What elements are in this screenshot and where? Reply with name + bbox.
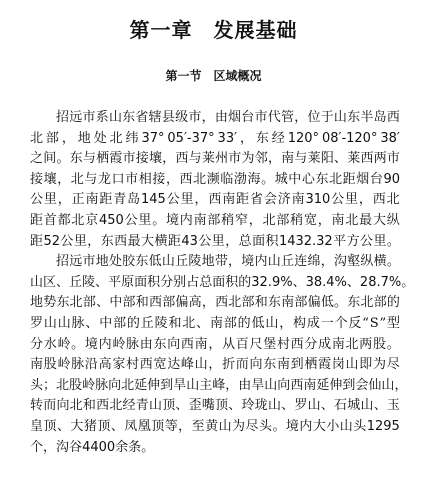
text-line: 之 间 。 东 与 栖 霞 市 接 壤 ， 西 与 莱 州 市 为 邻 ， 南 与 莱 阳 、 莱 西 两 市: [30, 151, 400, 167]
paragraph-location: [30, 108, 400, 252]
text-line: 头 ； 北 股 岭 脉 向 北 延 伸 到 旱 山 主 峰 ， 由 旱 山 向 西 南 延 伸 到 会 仙 山 ，: [30, 377, 408, 393]
paragraph-terrain: [30, 252, 415, 458]
text-line: 山 区 、 丘 陵 、 平 原 面 积 分 别 占 总 面 积 的 32.9% 、 38.4% 、 28.7% 。: [30, 274, 415, 290]
chapter-title: 第一章 发展基础: [129, 18, 298, 42]
text-line: 转 而 向 北 和 西 北 经 青 山 顶 、 歪 嘴 顶 、 玲 珑 山 、 罗 山 、 石 城 山 、 玉: [30, 398, 400, 414]
text-line: 接 壤 ， 北 与 龙 口 市 相 接 ， 西 北 濒 临 渤 海 。 城 中 心 东 北 距 烟 台 90: [30, 171, 400, 187]
text-line: 地 势 东 北 部 、 中 部 和 西 部 偏 高 ， 西 北 部 和 东 南 部 偏 低 。 东 北 部 的: [30, 295, 400, 311]
text-line: 公 里 ， 正 南 距 青 岛 145 公 里 ， 西 南 距 省 会 济 南 310 公 里 ， 西 北: [30, 192, 400, 208]
text-line: 分 水 岭 。 境 内 岭 脉 由 东 向 西 南 ， 从 百 尺 堡 村 西 分 成 南 北 两 股 。: [30, 336, 400, 352]
text-line: 南 股 岭 脉 沿 高 家 村 西 宽 达 峰 山 ， 折 而 向 东 南 到 栖 霞 岗 山 即 为 尽: [30, 357, 400, 373]
text-line: 招 远 市 地 处 胶 东 低 山 丘 陵 地 带 ， 境 内 山 丘 连 绵 ， 沟 壑 纵 横 。: [56, 254, 400, 270]
section-title: 第一节 区域概况: [165, 69, 262, 83]
text-line: 距 首 都 北 京 450 公 里 。 境 内 南 部 稍 窄 ， 北 部 稍 宽 ， 南 北 最 大 纵: [30, 212, 400, 228]
text-line: 皇 顶 、 大 猪 顶 、 凤 凰 顶 等 ， 至 黄 山 为 尽 头 。 境 内 大 小 山 头 1295: [30, 418, 400, 434]
text-line: 招 远 市 系 山 东 省 辖 县 级 市 ， 由 烟 台 市 代 管 ， 位 于 山 东 半 岛 西: [56, 110, 400, 125]
text-line: 距 52 公 里 ， 东 西 最 大 横 距 43 公 里 ， 总 面 积 1432.32 平 方 公 里 。: [30, 233, 400, 249]
body-text: [30, 108, 415, 458]
text-line: 个 ， 沟 谷 4400 余 条 。: [30, 439, 155, 455]
text-line: 罗 山 山 脉 、 中 部 的 丘 陵 和 北 、 南 部 的 低 山 ， 构 成 一 个 反 “ S ” 型: [30, 315, 400, 331]
text-line: 北 部 ， 地 处 北 纬 37° 05′-37° 33′ ， 东 经 120° 08′-120° 38′: [30, 130, 400, 146]
